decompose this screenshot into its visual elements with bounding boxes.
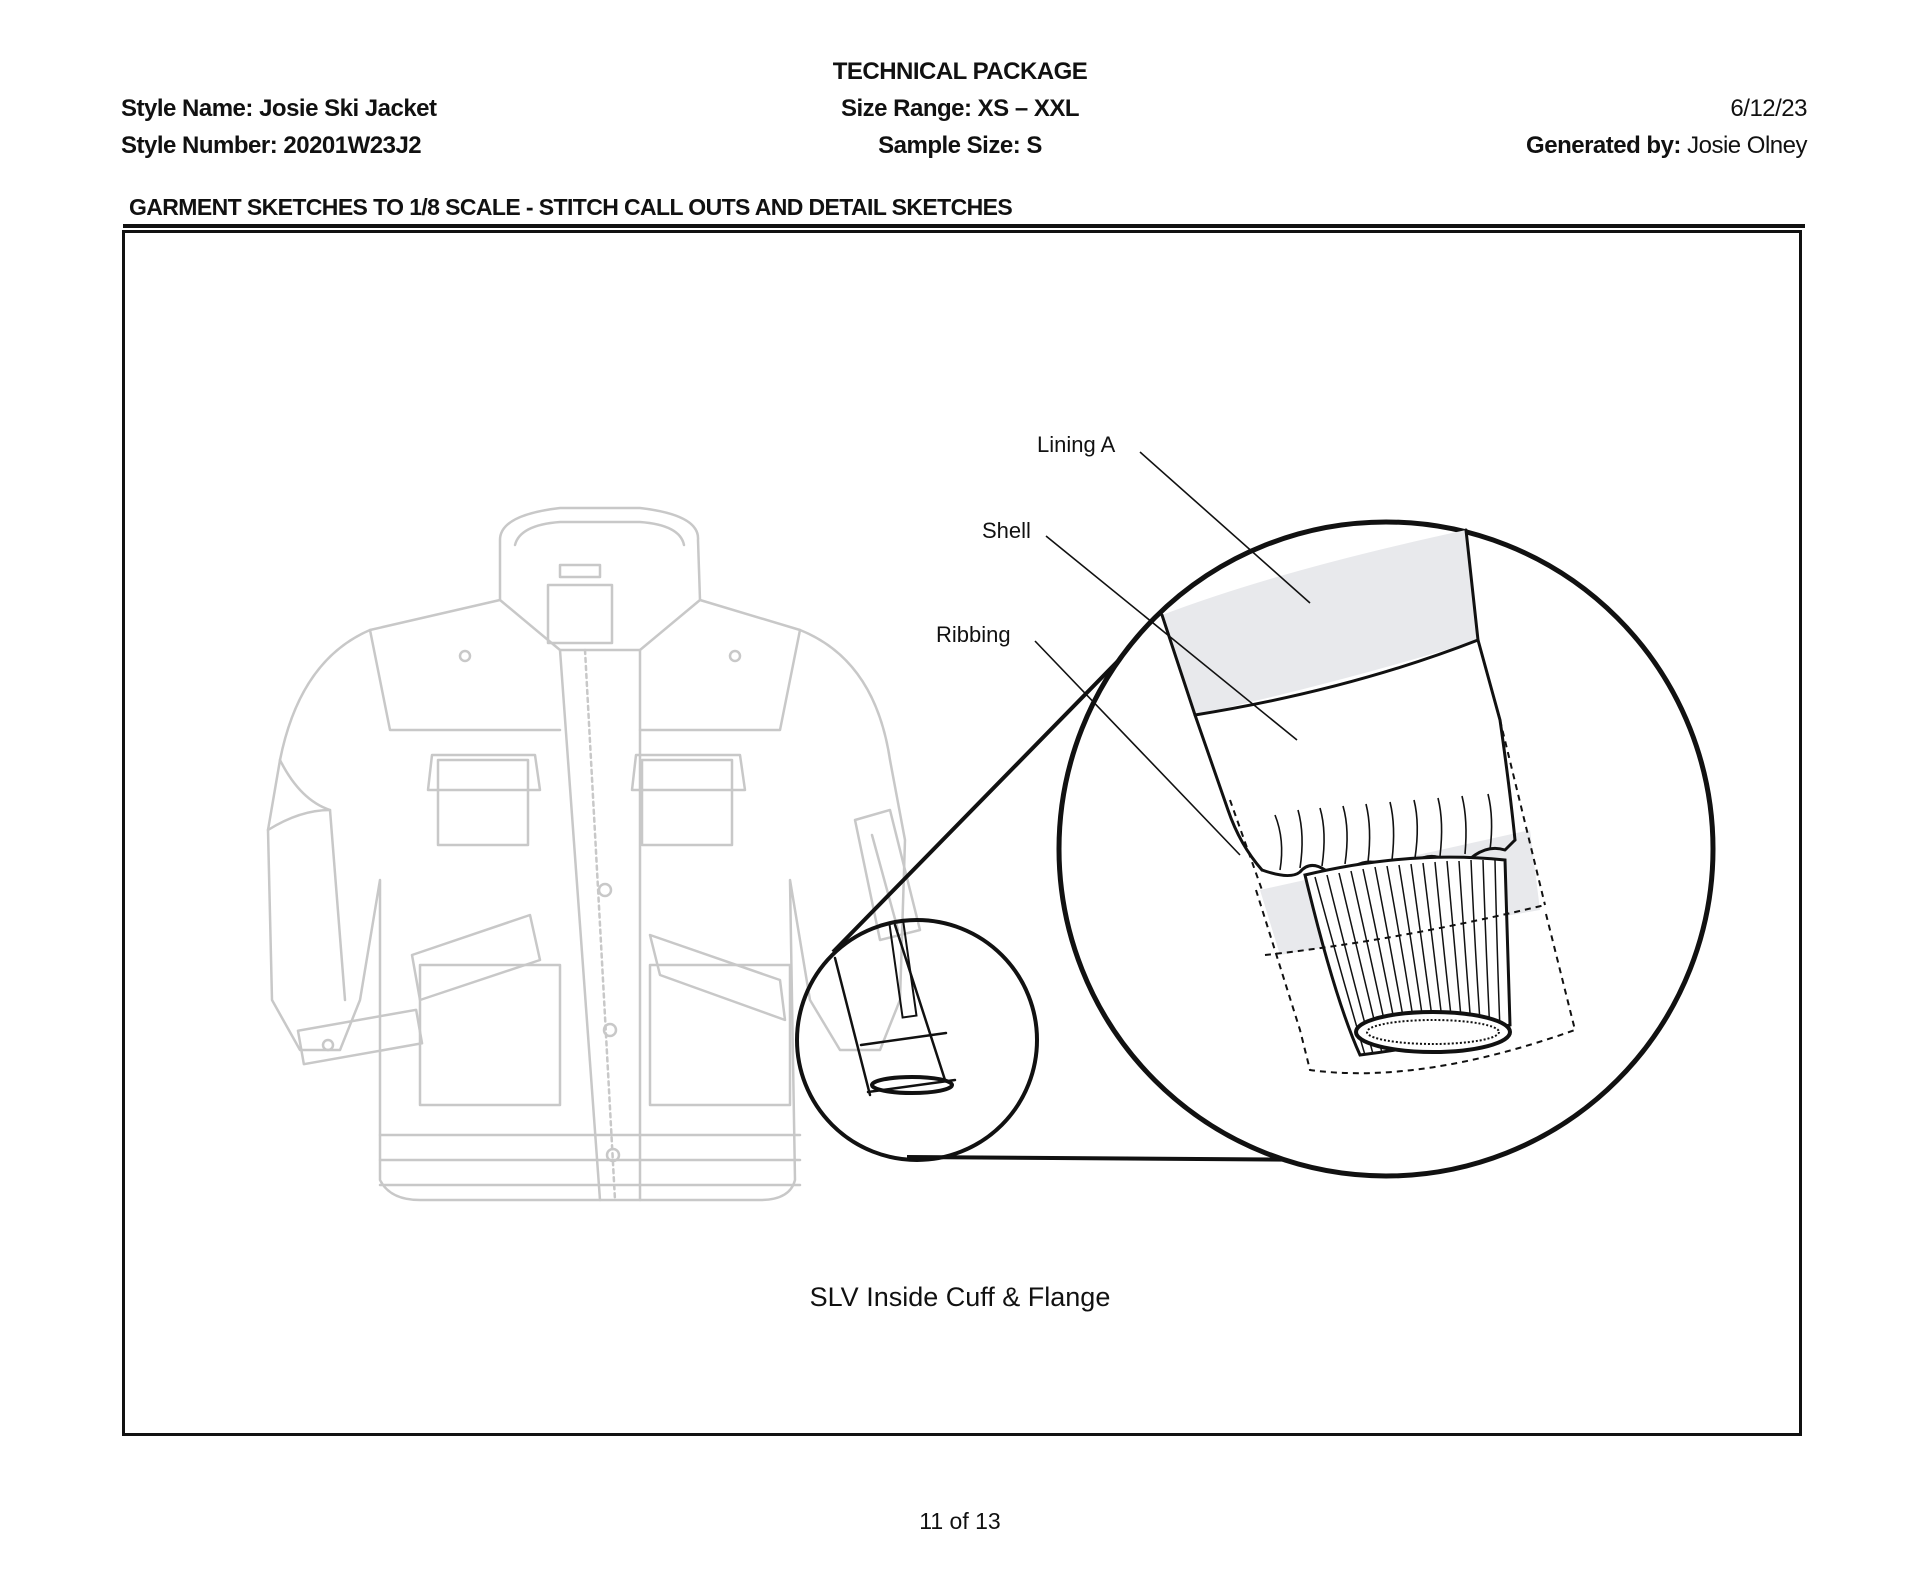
sample-size-label: Sample Size: [878,132,1021,159]
callout-shell: Shell [982,518,1031,543]
style-number-value: 20201W23J2 [283,132,422,159]
jacket-flat-sketch [268,508,920,1200]
style-number-label: Style Number: [121,132,278,159]
sample-size-value: S [1026,132,1042,159]
section-heading: GARMENT SKETCHES TO 1/8 SCALE - STITCH CALL OUTS AND DETAIL SKETCHES [129,194,1013,220]
callout-ribbing: Ribbing [936,622,1011,647]
zoom-circle-large [1059,522,1713,1176]
page-number: 11 of 13 [919,1508,1001,1534]
generated-by-value: Josie Olney [1687,132,1807,159]
style-name-value: Josie Ski Jacket [259,95,437,122]
size-range-value: XS – XXL [977,95,1080,122]
generated-by-label: Generated by: [1526,132,1681,159]
detail-caption: SLV Inside Cuff & Flange [809,1282,1111,1312]
size-range-label: Size Range: [840,95,972,122]
document-title: TECHNICAL PACKAGE [832,58,1088,85]
document-date: 6/12/23 [1730,95,1807,122]
style-name-label: Style Name: [121,95,253,122]
callout-lining: Lining A [1037,432,1116,457]
